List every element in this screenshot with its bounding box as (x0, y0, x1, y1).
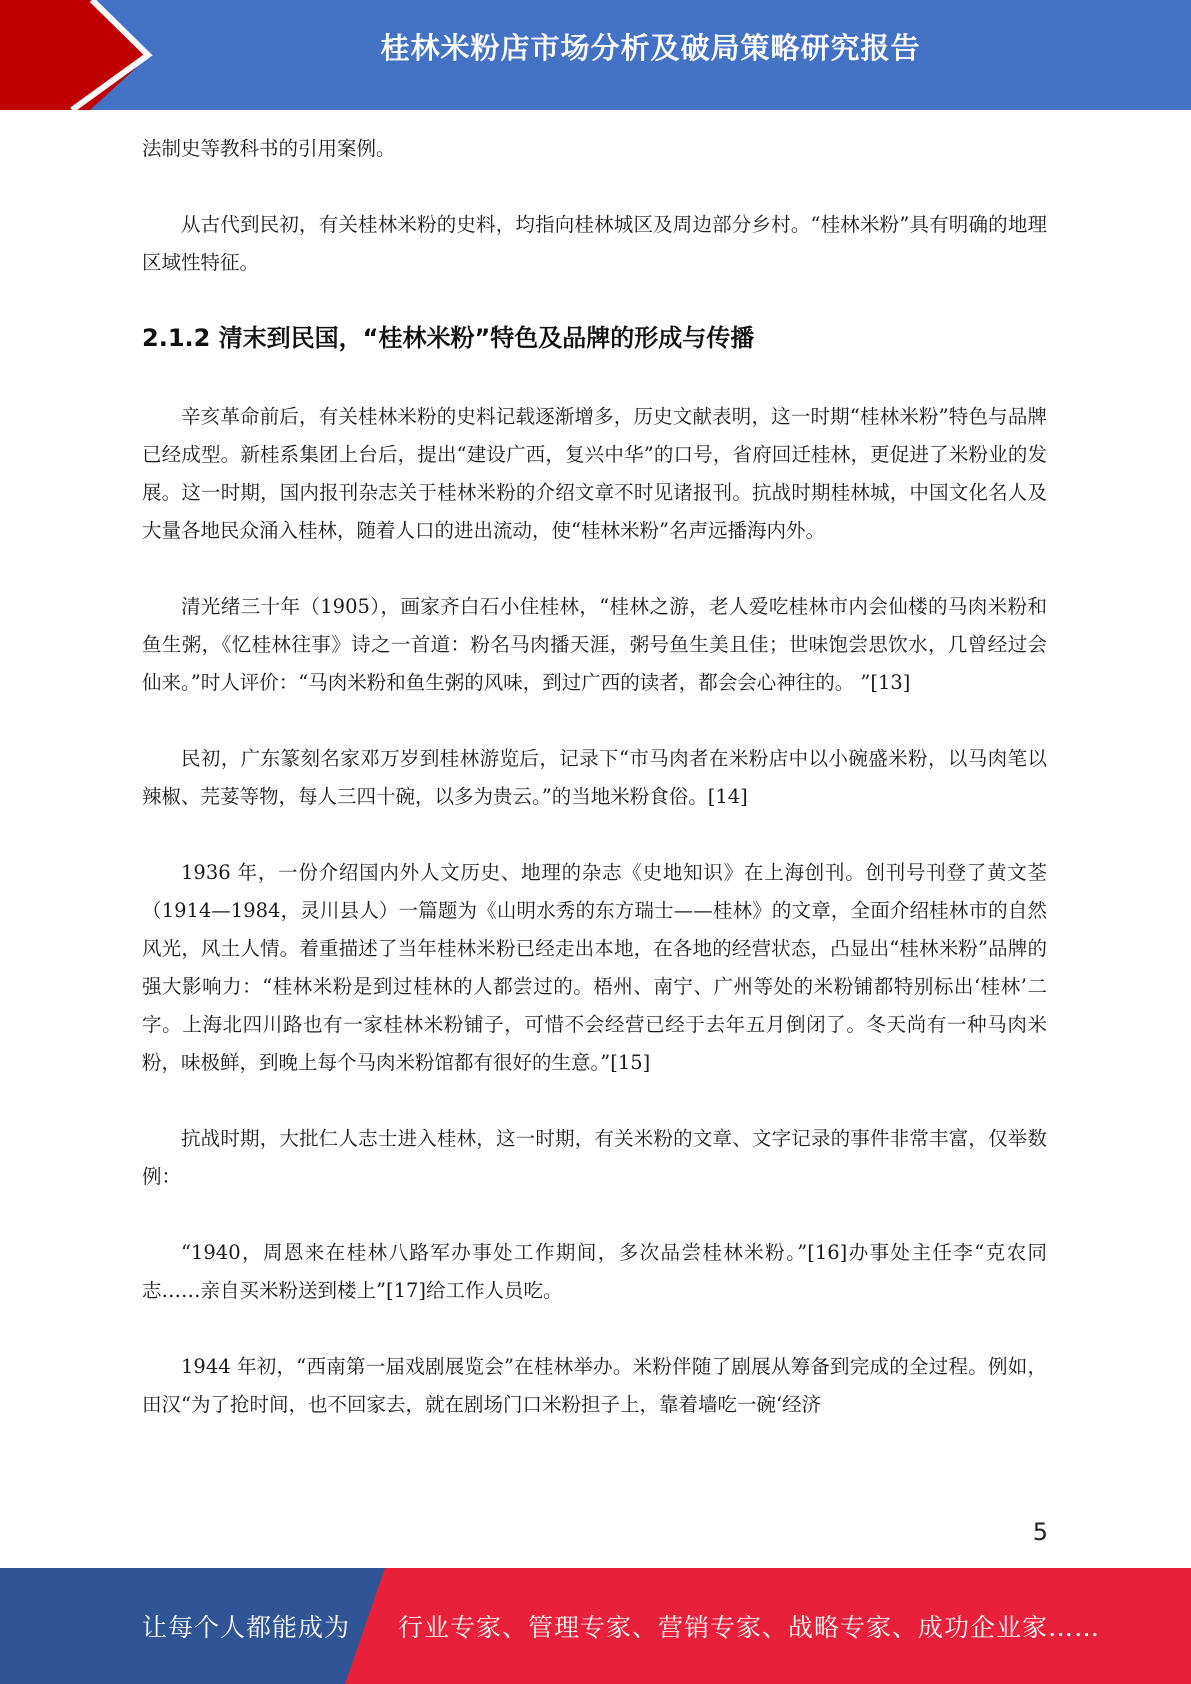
paragraph: 清光绪三十年（1905），画家齐白石小住桂林，“桂林之游，老人爱吃桂林市内会仙楼的马肉米粉和鱼生粥，《忆桂林往事》诗之一首道：粉名马肉播天涯，粥号鱼生美且佳；世味饱尝思饮水，几曾经过会仙来。”时人评价：“马肉米粉和鱼生粥的风味，到过广西的读者，都会会心神往的。 ”[13] (142, 595, 1047, 694)
footer-slogan-left: 让每个人都能成为 (142, 1613, 351, 1642)
paragraph: 民初，广东篆刻名家邓万岁到桂林游览后，记录下“市马肉者在米粉店中以小碗盛米粉，以马肉笔以辣椒、芫荽等物，每人三四十碗，以多为贵云。”的当地米粉食俗。[14] (142, 747, 1047, 808)
section-heading: 2.1.2 清末到民国，“桂林米粉”特色及品牌的形成与传播 (142, 324, 755, 352)
paragraph: 从古代到民初，有关桂林米粉的史料，均指向桂林城区及周边部分乡村。“桂林米粉”具有明确的地理区域性特征。 (142, 213, 1047, 274)
page-header (0, 0, 1191, 110)
paragraph: 1936 年，一份介绍国内外人文历史、地理的杂志《史地知识》在上海创刊。创刊号刊登了黄文荃（1914—1984，灵川县人）一篇题为《山明水秀的东方瑞士——桂林》的文章，全面介绍桂林市的自然风光，风土人情。着重描述了当年桂林米粉已经走出本地，在各地的经营状态，凸显出“桂林米粉”品牌的强大影响力：“桂林米粉是到过桂林的人都尝过的。梧州、南宁、广州等处的米粉铺都特别标出‘桂林’二字。上海北四川路也有一家桂林米粉铺子，可惜不会经营已经于去年五月倒闭了。冬天尚有一种马肉米粉，味极鲜，到晚上每个马肉米粉馆都有很好的生意。”[15] (142, 861, 1047, 1074)
paragraph: “1940，周恩来在桂林八路军办事处工作期间，多次品尝桂林米粉。”[16]办事处主任李“克农同志……亲自买米粉送到楼上”[17]给工作人员吃。 (142, 1241, 1047, 1302)
paragraph: 辛亥革命前后，有关桂林米粉的史料记载逐渐增多，历史文献表明，这一时期“桂林米粉”特色与品牌已经成型。新桂系集团上台后，提出“建设广西，复兴中华”的口号，省府回迁桂林，更促进了米粉业的发展。这一时期，国内报刊杂志关于桂林米粉的介绍文章不时见诸报刊。抗战时期桂林城，中国文化名人及大量各地民众涌入桂林，随着人口的进出流动，使“桂林米粉”名声远播海内外。 (142, 405, 1047, 542)
paragraph: 抗战时期，大批仁人志士进入桂林，这一时期，有关米粉的文章、文字记录的事件非常丰富，仅举数例： (142, 1127, 1047, 1188)
page-footer (0, 1568, 1191, 1684)
page-number: 5 (1032, 1518, 1048, 1546)
report-title: 桂林米粉店市场分析及破局策略研究报告 (380, 31, 921, 65)
paragraph: 1944 年初，“西南第一届戏剧展览会”在桂林举办。米粉伴随了剧展从筹备到完成的全过程。例如，田汉“为了抢时间，也不回家去，就在剧场门口米粉担子上，靠着墙吃一碗‘经济 (142, 1355, 1047, 1416)
document-body (142, 130, 1047, 1462)
footer-slogan-right: 行业专家、管理专家、营销专家、战略专家、成功企业家…… (398, 1613, 1101, 1642)
paragraph-continuation: 法制史等教科书的引用案例。 (142, 137, 396, 160)
